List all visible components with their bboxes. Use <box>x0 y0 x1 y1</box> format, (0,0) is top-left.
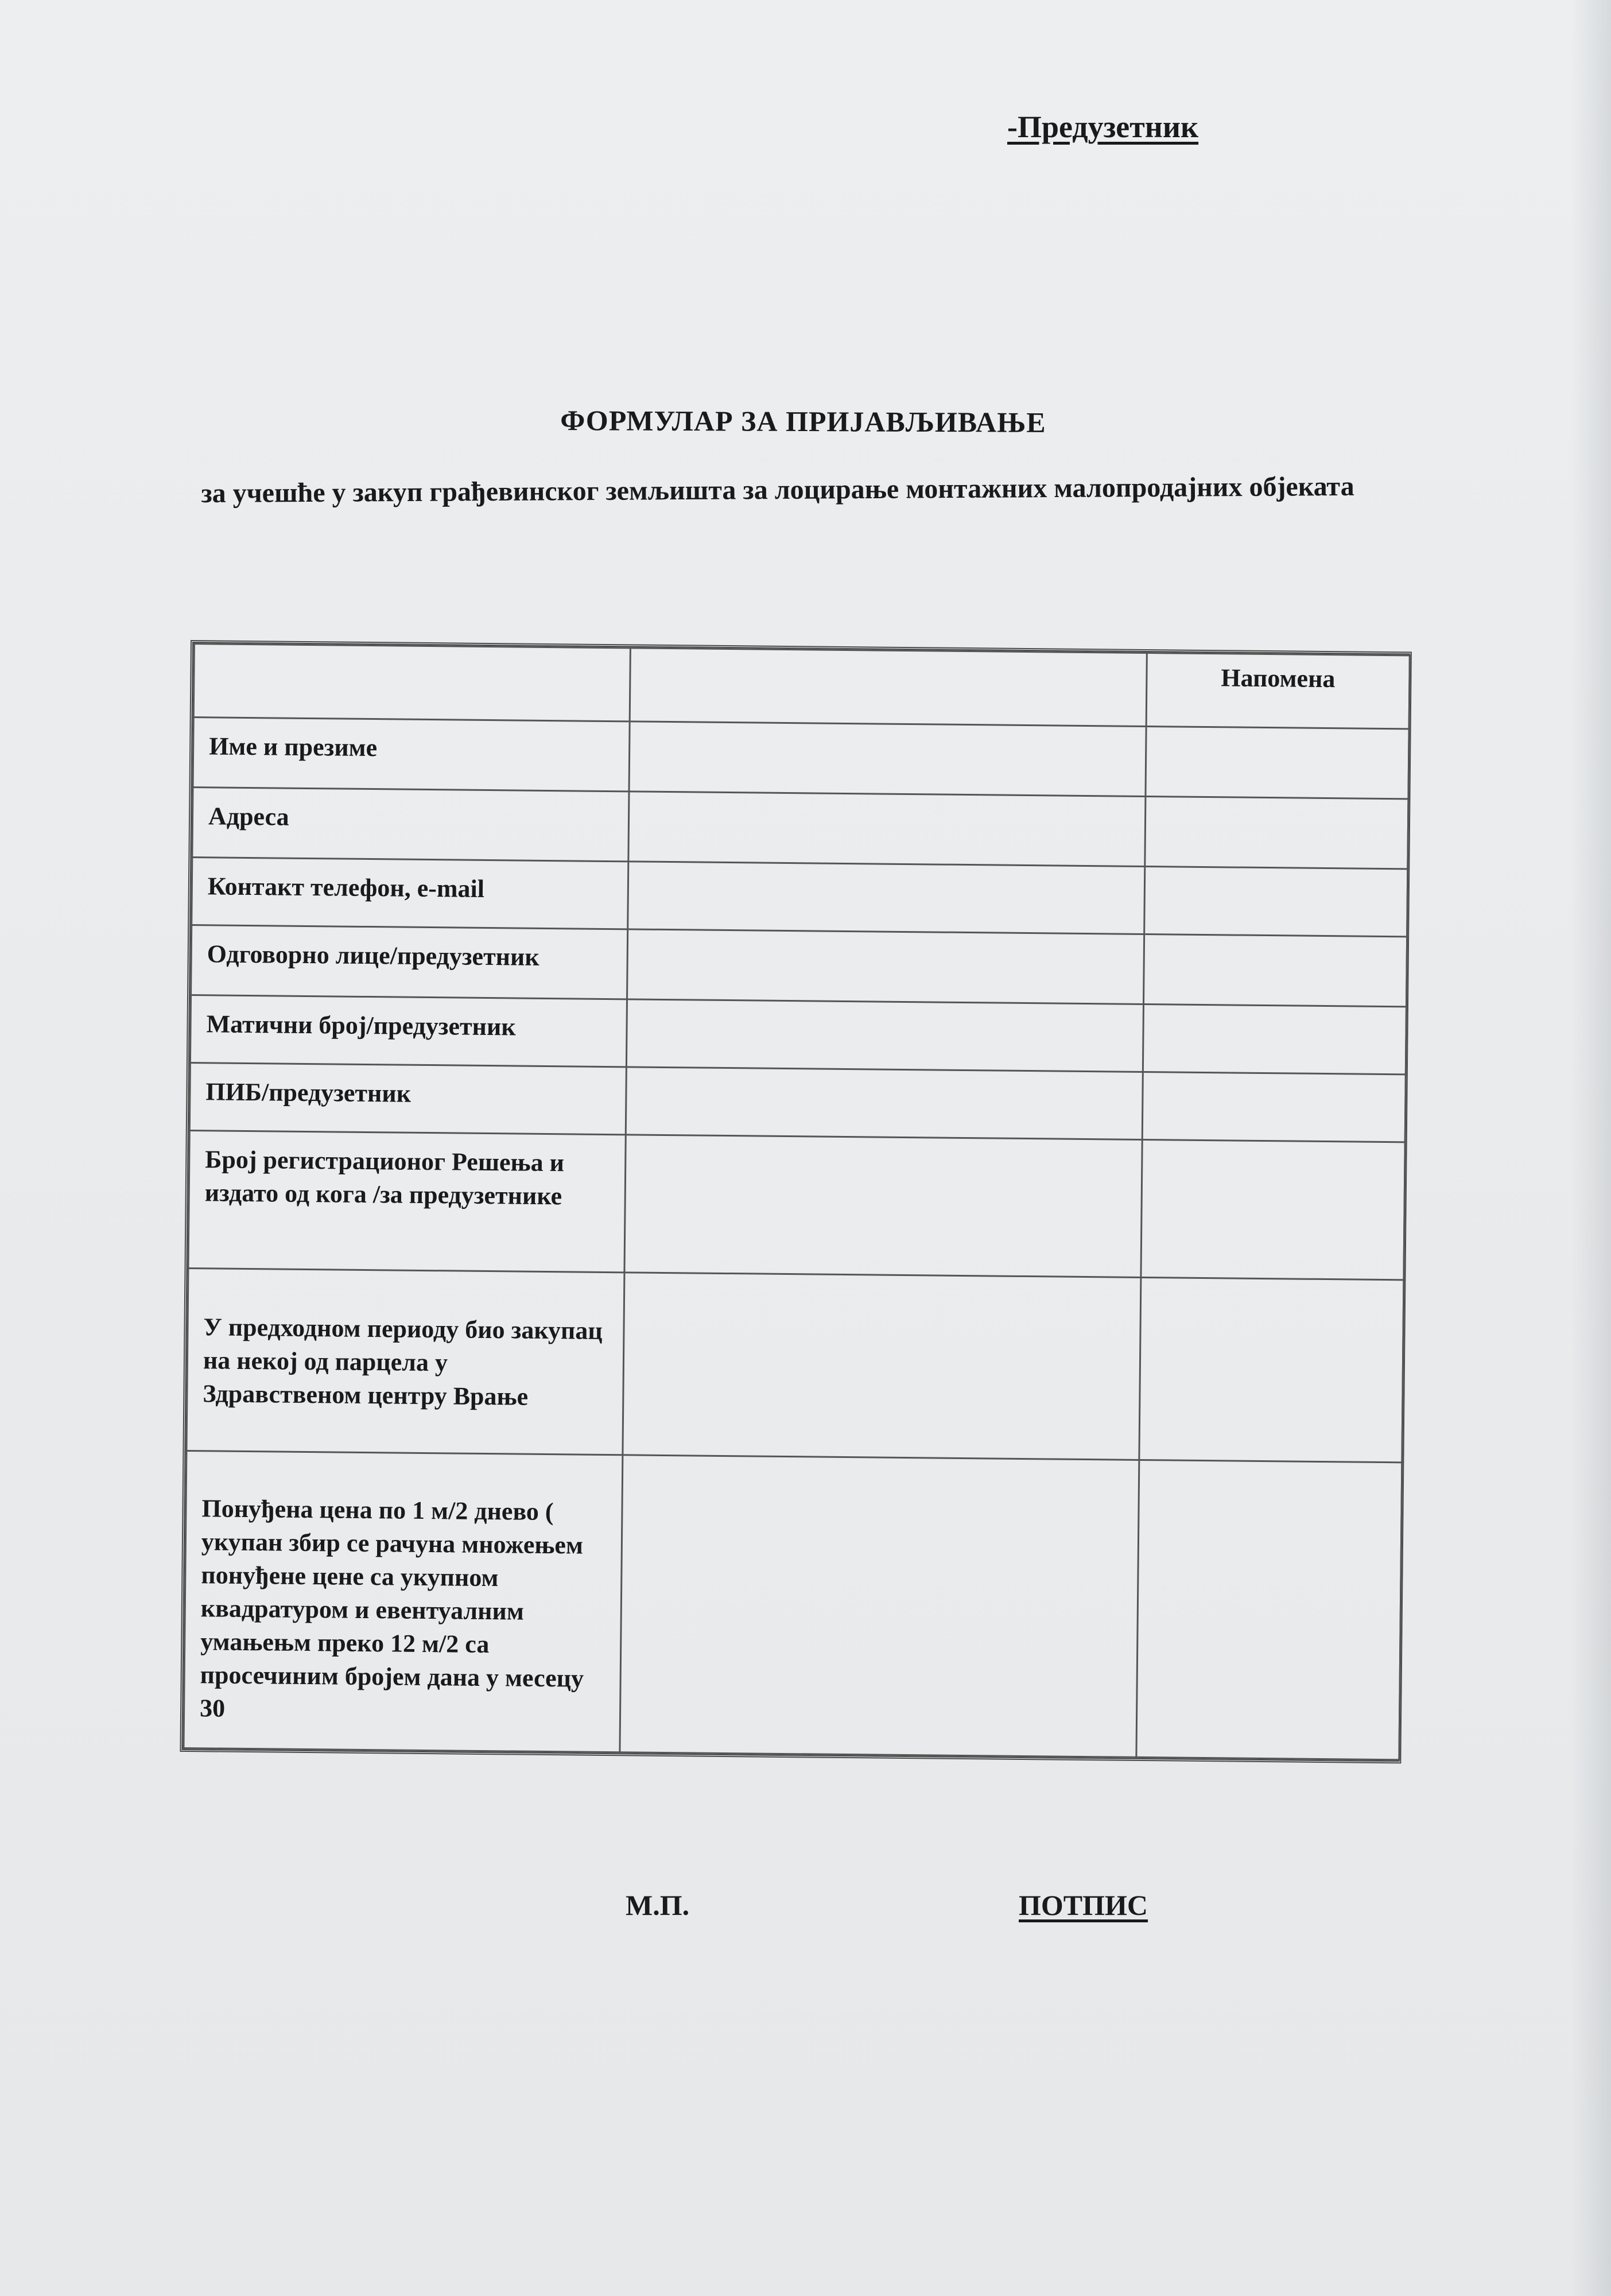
row-label-responsible-person: Одговорно лице/предузетник <box>191 925 628 999</box>
address-field[interactable] <box>628 792 1146 867</box>
full-name-field[interactable] <box>629 722 1146 797</box>
signature-label: ПОТПИС <box>1019 1889 1148 1921</box>
previous-tenant-field[interactable] <box>623 1273 1141 1460</box>
table-row <box>188 1131 1405 1280</box>
row-label-tax-id: ПИБ/предузетник <box>189 1063 626 1135</box>
contact-note-field[interactable] <box>1144 866 1408 936</box>
table-header-row <box>193 644 1410 729</box>
previous-tenant-note-field[interactable] <box>1139 1277 1404 1462</box>
registration-number-note-field[interactable] <box>1143 1004 1406 1074</box>
row-label-previous-tenant: У предходном периоду био закупац на некој од парцела у Здравственом центру Врање <box>187 1269 624 1455</box>
responsible-person-field[interactable] <box>627 929 1144 1004</box>
offered-price-field[interactable] <box>620 1455 1139 1758</box>
row-label-registration-decision: Број регистрационог Решења и издато од кога /за предузетнике <box>188 1131 626 1273</box>
row-label-address: Адреса <box>192 788 629 862</box>
stamp-label: М.П. <box>626 1889 690 1921</box>
applicant-type-label: -Предузетник <box>1007 110 1199 144</box>
table-row <box>190 995 1406 1075</box>
page-edge-shadow <box>1571 0 1611 2296</box>
row-label-contact: Контакт телефон, e-mail <box>192 858 628 929</box>
row-label-offered-price: Понуђена цена по 1 м/2 днево ( укупан збир се рачуна множењем понуђене цене са укупном квадратуром и евентуалним умањењм преко 12 м/2 са просечиним бројем дана у месецу 30 <box>184 1450 623 1752</box>
full-name-note-field[interactable] <box>1146 726 1409 798</box>
address-note-field[interactable] <box>1145 796 1408 868</box>
table-row <box>192 858 1408 937</box>
offered-price-note-field[interactable] <box>1136 1460 1402 1759</box>
form-title: ФОРМУЛАР ЗА ПРИЈАВЉИВАЊЕ <box>560 404 1046 439</box>
tax-id-field[interactable] <box>626 1067 1143 1140</box>
row-label-full-name: Име и презиме <box>193 718 630 792</box>
tax-id-note-field[interactable] <box>1142 1072 1406 1142</box>
contact-field[interactable] <box>628 862 1145 934</box>
application-table <box>180 640 1411 1763</box>
header-cell-note: Напомена <box>1146 653 1410 728</box>
table-row <box>184 1450 1402 1759</box>
table-row <box>192 788 1408 869</box>
form-subtitle: за учешће у закуп грађевинског земљишта за лоцирање монтажних малопродајних објеката <box>201 471 1354 509</box>
table-row <box>193 718 1409 799</box>
registration-decision-note-field[interactable] <box>1141 1139 1405 1279</box>
row-label-registration-number: Матични број/предузетник <box>190 995 627 1067</box>
table-row <box>189 1063 1406 1142</box>
table-row <box>191 925 1407 1007</box>
header-cell-value <box>630 648 1147 727</box>
responsible-person-note-field[interactable] <box>1143 934 1407 1006</box>
header-cell-label <box>193 644 630 722</box>
registration-decision-field[interactable] <box>624 1135 1142 1278</box>
registration-number-field[interactable] <box>626 999 1143 1072</box>
table-row <box>187 1269 1404 1463</box>
